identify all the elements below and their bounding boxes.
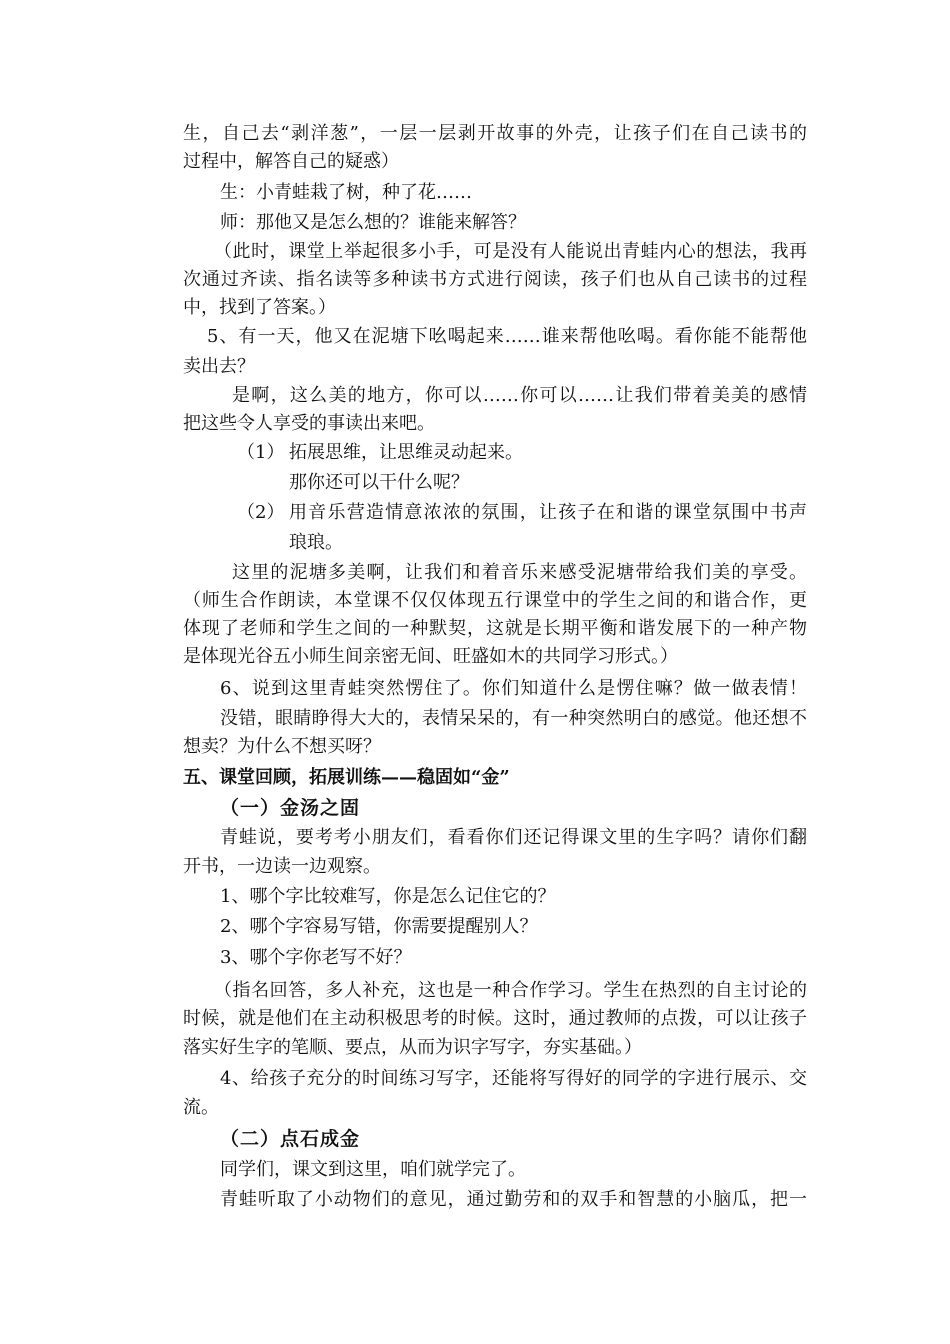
dialogue-line: 师：那他又是怎么想的？谁能来解答？ [220, 212, 526, 233]
paragraph-line: 是啊，这么美的地方，你可以……你可以……让我们带着美美的感情 [232, 385, 807, 406]
list-number: （1） [237, 442, 285, 463]
list-item: 用音乐营造情意浓浓的氛围，让孩子在和谐的课堂氛围中书声 [289, 502, 807, 523]
paragraph-line: 想卖？为什么不想买呀？ [183, 736, 381, 757]
paragraph-line: 把这些令人享受的事读出来吧。 [183, 413, 435, 434]
list-item: 琅琅。 [289, 532, 343, 553]
paragraph-line: 生，自己去“剥洋葱”，一层一层剥开故事的外壳，让孩子们在自己读书的 [183, 123, 807, 144]
paragraph-line: 中，找到了答案。） [183, 297, 336, 318]
list-item: 那你还可以干什么呢？ [289, 472, 469, 493]
list-number: （2） [237, 502, 285, 523]
dialogue-line: 生：小青蛙栽了树，种了花…… [220, 182, 472, 203]
paragraph-line: 没错，眼睛睁得大大的，表情呆呆的，有一种突然明白的感觉。他还想不 [220, 708, 807, 729]
paragraph-line: 时候，就是他们在主动积极思考的时候。这时，通过教师的点拨，可以让孩子 [183, 1008, 807, 1029]
paragraph-line: （此时，课堂上举起很多小手，可是没有人能说出青蛙内心的想法，我再 [214, 241, 807, 262]
paragraph-line: 卖出去？ [183, 356, 255, 377]
list-item: 3、哪个字你老写不好？ [220, 947, 412, 968]
paragraph-line: 6、说到这里青蛙突然愣住了。你们知道什么是愣住嘛？做一做表情！ [220, 678, 807, 699]
section-heading: 五、课堂回顾，拓展训练——稳固如“金” [183, 767, 510, 788]
list-item: 2、哪个字容易写错，你需要提醒别人？ [220, 916, 538, 937]
subsection-heading: （二）点石成金 [220, 1128, 361, 1150]
paragraph-line: 次通过齐读、指名读等多种读书方式进行阅读，孩子们也从自己读书的过程 [183, 269, 807, 290]
paragraph-line: 流。 [183, 1097, 219, 1118]
paragraph-line: 5、有一天，他又在泥塘下吆喝起来……谁来帮他吆喝。看你能不能帮他 [207, 326, 807, 347]
paragraph-line: 这里的泥塘多美啊，让我们和着音乐来感受泥塘带给我们美的享受。 [232, 562, 807, 583]
subsection-heading: （一）金汤之固 [220, 797, 361, 819]
paragraph-line: 是体现光谷五小师生间亲密无间、旺盛如木的共同学习形式。） [183, 646, 678, 667]
paragraph-line: 开书，一边读一边观察。 [183, 856, 381, 877]
paragraph-line: 同学们，课文到这里，咱们就学完了。 [220, 1159, 526, 1180]
paragraph-line: 过程中，解答自己的疑惑） [183, 151, 399, 172]
paragraph-line: 体现了老师和学生之间的一种默契，这就是长期平衡和谐发展下的一种产物 [183, 618, 807, 639]
list-item: 1、哪个字比较难写，你是怎么记住它的？ [220, 886, 556, 907]
paragraph-line: （指名回答，多人补充，这也是一种合作学习。学生在热烈的自主讨论的 [214, 980, 807, 1001]
paragraph-line: 青蛙听取了小动物们的意见，通过勤劳和的双手和智慧的小脑瓜，把一 [220, 1189, 807, 1210]
paragraph-line: （师生合作朗读，本堂课不仅仅体现五行课堂中的学生之间的和谐合作，更 [183, 590, 807, 611]
paragraph-line: 青蛙说，要考考小朋友们，看看你们还记得课文里的生字吗？请你们翻 [220, 827, 807, 848]
list-item: 拓展思维，让思维灵动起来。 [289, 442, 523, 463]
paragraph-line: 4、给孩子充分的时间练习写字，还能将写得好的同学的字进行展示、交 [220, 1068, 807, 1089]
paragraph-line: 落实好生字的笔顺、要点，从而为识字写字，夯实基础。） [183, 1037, 642, 1058]
